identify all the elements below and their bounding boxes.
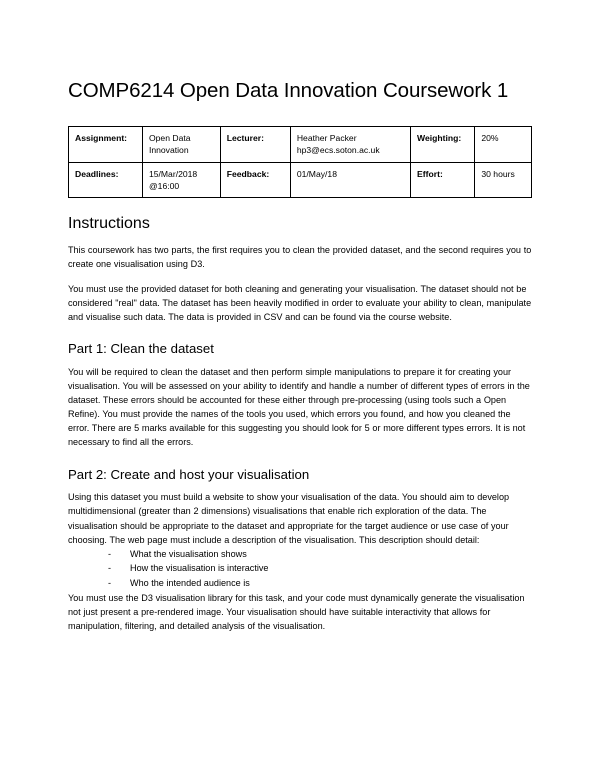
cell-lecturer-value: Heather Packer hp3@ecs.soton.ac.uk (290, 126, 410, 162)
part1-paragraph: You will be required to clean the dataset and then perform simple manipulations to prepare it for creating your visualisation. You will be assessed on your ability to identify and handle a number of different types of errors in the dataset. These errors should be accounted for these either through pre-processing (using tools such a Open Refine). You must provide the names of the tools you used, which errors you found, and how you cleaned the error. There are 5 marks available for this suggesting you should look for 5 or more different types errors. It is not necessary to find all the errors. (68, 366, 530, 448)
list-item: - Who the intended audience is (130, 576, 532, 591)
part1-heading: Part 1: Clean the dataset (68, 341, 214, 357)
intro-paragraph: This coursework has two parts, the first requires you to clean the provided dataset, and the second requires you to create one visualisation using D3. (68, 244, 532, 269)
table-row (69, 162, 532, 198)
table-row (69, 126, 532, 162)
page-title: COMP6214 Open Data Innovation Coursework 1 (68, 79, 509, 102)
part2-heading: Part 2: Create and host your visualisation (68, 466, 310, 482)
cell-feedback-value: 01/May/18 (290, 162, 410, 198)
dataset-paragraph: You must use the provided dataset for both cleaning and generating your visualisation. The dataset should not be considered "real" data. The dataset has been heavily modified in order to evaluate your ability to clean, manipulate and visualise such data. The data is provided in CSV and can be found via the course website. (68, 283, 532, 322)
cell-assignment-label: Assignment: (69, 126, 143, 162)
assignment-info-table (68, 126, 532, 199)
cell-deadlines-label: Deadlines: (69, 162, 143, 198)
list-item: - How the visualisation is interactive (130, 561, 532, 576)
instructions-heading: Instructions (68, 215, 150, 233)
part2-paragraph-1: Using this dataset you must build a website to show your visualisation of the data. You should aim to develop multidimensional (greater than 2 dimensions) visualisations that enable rich exploration of the data. The visualisation should be appropriate to the dataset and appropriate for the target audience or use case of your choosing. The web page must include a description of the visualisation. This description should detail: (68, 492, 510, 545)
cell-weighting-label: Weighting: (411, 126, 475, 162)
cell-deadlines-value: 15/Mar/2018 @16:00 (142, 162, 220, 198)
cell-effort-value: 30 hours (475, 162, 532, 198)
cell-lecturer-label: Lecturer: (220, 126, 290, 162)
cell-feedback-label: Feedback: (220, 162, 290, 198)
part2-paragraph-2: You must use the D3 visualisation library for this task, and your code must dynamically generate the visualisation not just present a pre-rendered image. Your visualisation should have suitable interactivity that allows for manipulation, filtering, and detailed analysis of the visualisation. (68, 592, 525, 632)
cell-weighting-value: 20% (475, 126, 532, 162)
cell-assignment-value: Open Data Innovation (142, 126, 220, 162)
part2-requirements-list (68, 547, 532, 591)
list-item: - What the visualisation shows (130, 547, 532, 562)
cell-effort-label: Effort: (411, 162, 475, 198)
